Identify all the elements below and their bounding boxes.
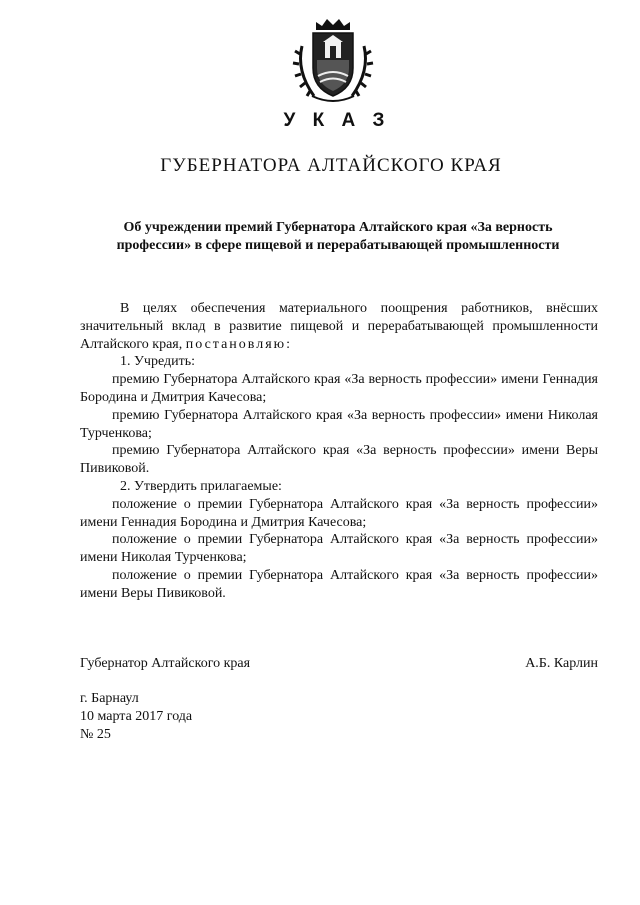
document-title: У К А З	[283, 110, 391, 131]
item-1-heading: 1. Учредить:	[120, 354, 195, 370]
document-subtitle: ГУБЕРНАТОРА АЛТАЙСКОГО КРАЯ	[160, 155, 502, 176]
signatory-name: А.Б. Карлин	[525, 656, 598, 671]
intro-decree: постановляю:	[185, 336, 292, 352]
document-name	[100, 219, 576, 255]
intro-paragraph	[80, 300, 598, 353]
document-name-line-1: Об учреждении премий Губернатора Алтайского края «За верность	[123, 220, 553, 235]
regulation-pivikova: положение о премии Губернатора Алтайского края «За верность профессии» имени Веры Пивиковой.	[80, 567, 598, 601]
document-name-line-2: профессии» в сфере пищевой и перерабатывающей промышленности	[116, 238, 560, 253]
award-pivikova: премию Губернатора Алтайского края «За верность профессии» имени Веры Пивиковой.	[80, 443, 598, 477]
award-borodin-kachesov: премию Губернатора Алтайского края «За верность профессии» имени Геннадия Бородина и Дмитрия Качесова;	[80, 372, 598, 405]
signatory-position: Губернатор Алтайского края	[80, 656, 251, 671]
document-number: № 25	[80, 727, 111, 742]
altai-coat-of-arms-icon	[292, 16, 374, 106]
document-meta	[80, 690, 192, 744]
document-body	[80, 300, 598, 603]
regulation-borodin-kachesov: положение о премии Губернатора Алтайского края «За верность профессии» имени Геннадия Бородина и Дмитрия Качесова;	[80, 496, 598, 530]
award-turchenkov: премию Губернатора Алтайского края «За верность профессии» имени Николая Турченкова;	[80, 407, 598, 441]
document-date: 10 марта 2017 года	[80, 709, 193, 724]
intro-text: В целях обеспечения материального поощрения работников, внёсших значительный вклад в развитие пищевой и перерабатывающей промышленности Алтайского края,	[80, 301, 598, 352]
regulation-turchenkov: положение о премии Губернатора Алтайского края «За верность профессии» имени Николая Турченкова;	[80, 532, 598, 566]
item-2-heading: 2. Утвердить прилагаемые:	[120, 478, 282, 494]
document-city: г. Барнаул	[80, 691, 139, 706]
